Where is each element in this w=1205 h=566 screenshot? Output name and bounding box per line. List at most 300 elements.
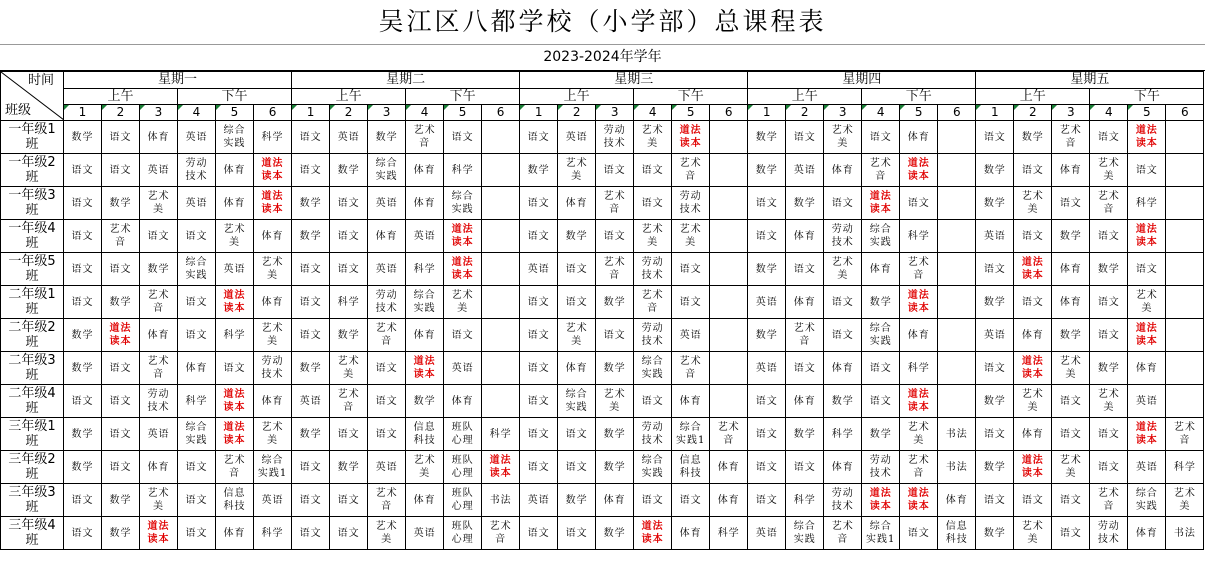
subject-cell[interactable]: 艺术 音 (786, 319, 824, 352)
subject-cell[interactable]: 语文 (1090, 286, 1128, 319)
subject-cell[interactable]: 语文 (634, 187, 672, 220)
subject-cell[interactable]: 劳动 技术 (672, 187, 710, 220)
subject-cell[interactable]: 语文 (976, 418, 1014, 451)
subject-cell[interactable]: 道法 读本 (1128, 418, 1166, 451)
subject-cell[interactable]: 语文 (64, 187, 102, 220)
subject-cell[interactable]: 体育 (254, 286, 292, 319)
subject-cell[interactable]: 数学 (976, 385, 1014, 418)
subject-cell[interactable]: 道法 读本 (1014, 451, 1052, 484)
subject-cell[interactable]: 综合 实践1 (254, 451, 292, 484)
subject-cell[interactable]: 英语 (748, 352, 786, 385)
subject-cell[interactable]: 班队 心理 (444, 517, 482, 550)
subject-cell[interactable]: 艺术 美 (596, 385, 634, 418)
subject-cell[interactable]: 艺术 美 (444, 286, 482, 319)
subject-cell[interactable]: 体育 (862, 253, 900, 286)
subject-cell[interactable]: 道法 读本 (900, 484, 938, 517)
subject-cell[interactable]: 语文 (748, 187, 786, 220)
subject-cell[interactable] (1166, 253, 1204, 286)
subject-cell[interactable]: 体育 (672, 517, 710, 550)
subject-cell[interactable]: 语文 (748, 385, 786, 418)
subject-cell[interactable]: 体育 (786, 385, 824, 418)
subject-cell[interactable]: 体育 (824, 451, 862, 484)
subject-cell[interactable]: 体育 (140, 121, 178, 154)
subject-cell[interactable]: 科学 (330, 286, 368, 319)
subject-cell[interactable]: 劳动 技术 (634, 319, 672, 352)
subject-cell[interactable]: 语文 (786, 121, 824, 154)
subject-cell[interactable]: 英语 (558, 121, 596, 154)
subject-cell[interactable]: 英语 (1128, 451, 1166, 484)
subject-cell[interactable]: 语文 (558, 451, 596, 484)
subject-cell[interactable]: 劳动 技术 (140, 385, 178, 418)
subject-cell[interactable]: 语文 (330, 220, 368, 253)
subject-cell[interactable]: 语文 (444, 121, 482, 154)
subject-cell[interactable]: 语文 (976, 484, 1014, 517)
subject-cell[interactable]: 书法 (938, 418, 976, 451)
subject-cell[interactable]: 综合 实践 (216, 121, 254, 154)
subject-cell[interactable]: 体育 (672, 385, 710, 418)
subject-cell[interactable]: 科学 (1166, 451, 1204, 484)
subject-cell[interactable]: 综合 实践 (558, 385, 596, 418)
subject-cell[interactable]: 数学 (330, 319, 368, 352)
subject-cell[interactable]: 数学 (102, 517, 140, 550)
subject-cell[interactable] (938, 385, 976, 418)
subject-cell[interactable]: 综合 实践 (178, 253, 216, 286)
subject-cell[interactable]: 艺术 美 (1052, 352, 1090, 385)
subject-cell[interactable]: 书法 (482, 484, 520, 517)
subject-cell[interactable]: 语文 (1014, 220, 1052, 253)
subject-cell[interactable]: 道法 读本 (1128, 319, 1166, 352)
subject-cell[interactable]: 道法 读本 (900, 385, 938, 418)
subject-cell[interactable]: 体育 (938, 484, 976, 517)
subject-cell[interactable]: 科学 (786, 484, 824, 517)
subject-cell[interactable]: 艺术 音 (1090, 187, 1128, 220)
subject-cell[interactable]: 英语 (368, 451, 406, 484)
subject-cell[interactable]: 英语 (748, 517, 786, 550)
subject-cell[interactable]: 艺术 音 (102, 220, 140, 253)
subject-cell[interactable] (1166, 220, 1204, 253)
subject-cell[interactable]: 书法 (1166, 517, 1204, 550)
subject-cell[interactable]: 体育 (140, 319, 178, 352)
subject-cell[interactable]: 语文 (862, 385, 900, 418)
subject-cell[interactable]: 英语 (368, 253, 406, 286)
subject-cell[interactable]: 语文 (634, 484, 672, 517)
subject-cell[interactable]: 语文 (558, 286, 596, 319)
subject-cell[interactable]: 数学 (1090, 253, 1128, 286)
subject-cell[interactable]: 道法 读本 (254, 154, 292, 187)
subject-cell[interactable]: 艺术 音 (710, 418, 748, 451)
subject-cell[interactable]: 艺术 美 (1090, 385, 1128, 418)
subject-cell[interactable]: 数学 (1052, 319, 1090, 352)
subject-cell[interactable]: 体育 (786, 220, 824, 253)
subject-cell[interactable] (938, 253, 976, 286)
subject-cell[interactable]: 数学 (862, 286, 900, 319)
subject-cell[interactable]: 艺术 美 (254, 418, 292, 451)
subject-cell[interactable] (482, 187, 520, 220)
subject-cell[interactable]: 语文 (1052, 484, 1090, 517)
subject-cell[interactable]: 英语 (178, 121, 216, 154)
subject-cell[interactable]: 艺术 音 (900, 253, 938, 286)
subject-cell[interactable]: 数学 (102, 187, 140, 220)
subject-cell[interactable]: 道法 读本 (634, 517, 672, 550)
subject-cell[interactable]: 数学 (558, 220, 596, 253)
subject-cell[interactable]: 艺术 美 (406, 451, 444, 484)
subject-cell[interactable]: 体育 (1052, 253, 1090, 286)
subject-cell[interactable]: 道法 读本 (1128, 220, 1166, 253)
subject-cell[interactable]: 数学 (520, 154, 558, 187)
subject-cell[interactable] (710, 121, 748, 154)
subject-cell[interactable]: 语文 (140, 220, 178, 253)
subject-cell[interactable]: 语文 (558, 418, 596, 451)
subject-cell[interactable]: 数学 (140, 253, 178, 286)
subject-cell[interactable]: 体育 (1128, 352, 1166, 385)
subject-cell[interactable]: 语文 (368, 385, 406, 418)
subject-cell[interactable]: 科学 (824, 418, 862, 451)
subject-cell[interactable]: 艺术 美 (1014, 187, 1052, 220)
subject-cell[interactable]: 语文 (748, 484, 786, 517)
subject-cell[interactable]: 艺术 音 (596, 253, 634, 286)
subject-cell[interactable]: 艺术 美 (140, 187, 178, 220)
subject-cell[interactable]: 语文 (64, 286, 102, 319)
subject-cell[interactable]: 语文 (292, 451, 330, 484)
subject-cell[interactable]: 数学 (292, 220, 330, 253)
subject-cell[interactable]: 艺术 音 (330, 385, 368, 418)
subject-cell[interactable]: 语文 (64, 253, 102, 286)
subject-cell[interactable]: 语文 (1052, 418, 1090, 451)
subject-cell[interactable]: 数学 (1090, 352, 1128, 385)
subject-cell[interactable]: 信息 科技 (406, 418, 444, 451)
subject-cell[interactable]: 道法 读本 (900, 286, 938, 319)
subject-cell[interactable]: 劳动 技术 (254, 352, 292, 385)
subject-cell[interactable]: 道法 读本 (1014, 352, 1052, 385)
subject-cell[interactable]: 数学 (1052, 220, 1090, 253)
subject-cell[interactable]: 数学 (64, 121, 102, 154)
subject-cell[interactable]: 数学 (64, 352, 102, 385)
subject-cell[interactable]: 体育 (140, 451, 178, 484)
subject-cell[interactable]: 语文 (520, 220, 558, 253)
subject-cell[interactable]: 语文 (520, 451, 558, 484)
subject-cell[interactable] (710, 385, 748, 418)
subject-cell[interactable]: 艺术 音 (406, 121, 444, 154)
subject-cell[interactable]: 艺术 美 (254, 319, 292, 352)
subject-cell[interactable]: 体育 (1052, 154, 1090, 187)
subject-cell[interactable]: 语文 (330, 418, 368, 451)
subject-cell[interactable]: 劳动 技术 (634, 253, 672, 286)
subject-cell[interactable]: 数学 (976, 451, 1014, 484)
subject-cell[interactable]: 语文 (102, 154, 140, 187)
subject-cell[interactable]: 综合 实践 (862, 319, 900, 352)
subject-cell[interactable]: 语文 (292, 154, 330, 187)
subject-cell[interactable]: 数学 (64, 451, 102, 484)
subject-cell[interactable]: 英语 (786, 154, 824, 187)
subject-cell[interactable]: 综合 实践 (634, 451, 672, 484)
subject-cell[interactable]: 数学 (976, 154, 1014, 187)
subject-cell[interactable] (482, 220, 520, 253)
subject-cell[interactable] (482, 286, 520, 319)
subject-cell[interactable]: 语文 (178, 451, 216, 484)
subject-cell[interactable]: 艺术 美 (1014, 517, 1052, 550)
subject-cell[interactable]: 语文 (672, 286, 710, 319)
subject-cell[interactable]: 英语 (520, 253, 558, 286)
subject-cell[interactable]: 科学 (254, 121, 292, 154)
subject-cell[interactable]: 语文 (1014, 484, 1052, 517)
subject-cell[interactable] (938, 220, 976, 253)
subject-cell[interactable]: 书法 (938, 451, 976, 484)
subject-cell[interactable]: 语文 (672, 253, 710, 286)
subject-cell[interactable]: 语文 (558, 253, 596, 286)
subject-cell[interactable]: 英语 (444, 352, 482, 385)
subject-cell[interactable]: 信息 科技 (216, 484, 254, 517)
subject-cell[interactable]: 体育 (900, 121, 938, 154)
subject-cell[interactable]: 道法 读本 (900, 154, 938, 187)
subject-cell[interactable] (1166, 121, 1204, 154)
subject-cell[interactable]: 语文 (1090, 121, 1128, 154)
subject-cell[interactable]: 语文 (596, 319, 634, 352)
subject-cell[interactable]: 语文 (1052, 187, 1090, 220)
subject-cell[interactable]: 语文 (1128, 154, 1166, 187)
subject-cell[interactable]: 艺术 音 (1090, 484, 1128, 517)
subject-cell[interactable]: 艺术 音 (1166, 418, 1204, 451)
subject-cell[interactable]: 数学 (406, 385, 444, 418)
subject-cell[interactable] (1166, 187, 1204, 220)
subject-cell[interactable]: 语文 (634, 154, 672, 187)
subject-cell[interactable]: 语文 (672, 484, 710, 517)
subject-cell[interactable]: 英语 (1128, 385, 1166, 418)
subject-cell[interactable]: 体育 (368, 220, 406, 253)
subject-cell[interactable]: 艺术 美 (634, 121, 672, 154)
subject-cell[interactable]: 艺术 美 (558, 319, 596, 352)
subject-cell[interactable]: 数学 (64, 319, 102, 352)
subject-cell[interactable]: 英语 (254, 484, 292, 517)
subject-cell[interactable]: 艺术 美 (140, 484, 178, 517)
subject-cell[interactable]: 艺术 音 (368, 319, 406, 352)
subject-cell[interactable]: 英语 (178, 187, 216, 220)
subject-cell[interactable]: 艺术 美 (634, 220, 672, 253)
subject-cell[interactable]: 语文 (1090, 319, 1128, 352)
subject-cell[interactable]: 英语 (976, 220, 1014, 253)
subject-cell[interactable]: 英语 (140, 154, 178, 187)
subject-cell[interactable]: 英语 (406, 220, 444, 253)
subject-cell[interactable]: 语文 (976, 121, 1014, 154)
subject-cell[interactable]: 数学 (976, 286, 1014, 319)
subject-cell[interactable]: 道法 读本 (1014, 253, 1052, 286)
subject-cell[interactable]: 英语 (520, 484, 558, 517)
subject-cell[interactable]: 语文 (64, 220, 102, 253)
subject-cell[interactable] (710, 253, 748, 286)
subject-cell[interactable]: 科学 (710, 517, 748, 550)
subject-cell[interactable] (1166, 154, 1204, 187)
subject-cell[interactable]: 语文 (368, 418, 406, 451)
subject-cell[interactable]: 语文 (102, 385, 140, 418)
subject-cell[interactable]: 语文 (292, 484, 330, 517)
subject-cell[interactable]: 道法 读本 (102, 319, 140, 352)
subject-cell[interactable]: 信息 科技 (938, 517, 976, 550)
subject-cell[interactable]: 数学 (976, 517, 1014, 550)
subject-cell[interactable]: 英语 (748, 286, 786, 319)
subject-cell[interactable]: 劳动 技术 (862, 451, 900, 484)
subject-cell[interactable]: 劳动 技术 (368, 286, 406, 319)
subject-cell[interactable]: 数学 (786, 418, 824, 451)
subject-cell[interactable]: 数学 (330, 154, 368, 187)
subject-cell[interactable]: 艺术 音 (672, 352, 710, 385)
subject-cell[interactable] (710, 286, 748, 319)
subject-cell[interactable]: 语文 (976, 253, 1014, 286)
subject-cell[interactable]: 语文 (520, 286, 558, 319)
subject-cell[interactable] (482, 253, 520, 286)
subject-cell[interactable]: 科学 (178, 385, 216, 418)
subject-cell[interactable]: 英语 (216, 253, 254, 286)
subject-cell[interactable]: 道法 读本 (482, 451, 520, 484)
subject-cell[interactable]: 道法 读本 (254, 187, 292, 220)
subject-cell[interactable]: 语文 (178, 220, 216, 253)
subject-cell[interactable] (938, 286, 976, 319)
subject-cell[interactable]: 体育 (444, 385, 482, 418)
subject-cell[interactable]: 语文 (330, 187, 368, 220)
subject-cell[interactable]: 数学 (292, 187, 330, 220)
subject-cell[interactable]: 体育 (216, 187, 254, 220)
subject-cell[interactable]: 科学 (1128, 187, 1166, 220)
subject-cell[interactable]: 体育 (254, 385, 292, 418)
subject-cell[interactable]: 艺术 音 (140, 352, 178, 385)
subject-cell[interactable]: 体育 (558, 352, 596, 385)
subject-cell[interactable]: 语文 (102, 121, 140, 154)
subject-cell[interactable] (938, 352, 976, 385)
subject-cell[interactable]: 艺术 美 (1166, 484, 1204, 517)
subject-cell[interactable]: 语文 (1014, 154, 1052, 187)
subject-cell[interactable]: 数学 (64, 418, 102, 451)
subject-cell[interactable]: 语文 (786, 253, 824, 286)
subject-cell[interactable]: 数学 (596, 451, 634, 484)
subject-cell[interactable]: 体育 (1014, 418, 1052, 451)
subject-cell[interactable]: 语文 (1052, 385, 1090, 418)
subject-cell[interactable]: 语文 (748, 220, 786, 253)
subject-cell[interactable]: 语文 (824, 319, 862, 352)
subject-cell[interactable]: 艺术 美 (216, 220, 254, 253)
subject-cell[interactable]: 数学 (292, 352, 330, 385)
subject-cell[interactable]: 道法 读本 (216, 286, 254, 319)
subject-cell[interactable]: 艺术 音 (216, 451, 254, 484)
subject-cell[interactable]: 语文 (102, 352, 140, 385)
subject-cell[interactable]: 语文 (1090, 220, 1128, 253)
subject-cell[interactable]: 道法 读本 (444, 253, 482, 286)
subject-cell[interactable]: 体育 (406, 484, 444, 517)
subject-cell[interactable]: 数学 (102, 286, 140, 319)
subject-cell[interactable]: 语文 (178, 484, 216, 517)
subject-cell[interactable]: 道法 读本 (1128, 121, 1166, 154)
subject-cell[interactable]: 语文 (558, 517, 596, 550)
subject-cell[interactable]: 科学 (900, 352, 938, 385)
subject-cell[interactable] (938, 121, 976, 154)
subject-cell[interactable]: 英语 (140, 418, 178, 451)
subject-cell[interactable]: 科学 (406, 253, 444, 286)
subject-cell[interactable]: 英语 (330, 121, 368, 154)
subject-cell[interactable]: 艺术 美 (368, 517, 406, 550)
subject-cell[interactable]: 班队 心理 (444, 451, 482, 484)
subject-cell[interactable]: 语文 (520, 385, 558, 418)
subject-cell[interactable]: 语文 (748, 418, 786, 451)
subject-cell[interactable]: 语文 (520, 187, 558, 220)
subject-cell[interactable]: 科学 (444, 154, 482, 187)
subject-cell[interactable]: 语文 (64, 385, 102, 418)
subject-cell[interactable] (1166, 352, 1204, 385)
subject-cell[interactable]: 综合 实践 (178, 418, 216, 451)
subject-cell[interactable]: 数学 (748, 154, 786, 187)
subject-cell[interactable]: 语文 (1128, 253, 1166, 286)
subject-cell[interactable]: 体育 (1128, 517, 1166, 550)
subject-cell[interactable]: 数学 (330, 451, 368, 484)
subject-cell[interactable]: 语文 (520, 319, 558, 352)
subject-cell[interactable]: 艺术 音 (634, 286, 672, 319)
subject-cell[interactable]: 语文 (900, 517, 938, 550)
subject-cell[interactable]: 道法 读本 (406, 352, 444, 385)
subject-cell[interactable]: 综合 实践 (634, 352, 672, 385)
subject-cell[interactable]: 语文 (64, 154, 102, 187)
subject-cell[interactable]: 体育 (900, 319, 938, 352)
subject-cell[interactable]: 语文 (64, 517, 102, 550)
subject-cell[interactable]: 艺术 美 (254, 253, 292, 286)
subject-cell[interactable]: 英语 (672, 319, 710, 352)
subject-cell[interactable]: 数学 (596, 517, 634, 550)
subject-cell[interactable]: 体育 (178, 352, 216, 385)
subject-cell[interactable]: 艺术 美 (330, 352, 368, 385)
subject-cell[interactable]: 语文 (330, 517, 368, 550)
subject-cell[interactable]: 语文 (824, 187, 862, 220)
subject-cell[interactable]: 语文 (178, 517, 216, 550)
subject-cell[interactable] (938, 154, 976, 187)
subject-cell[interactable]: 语文 (178, 319, 216, 352)
subject-cell[interactable]: 语文 (330, 484, 368, 517)
subject-cell[interactable]: 语文 (786, 451, 824, 484)
subject-cell[interactable] (710, 154, 748, 187)
subject-cell[interactable]: 数学 (748, 121, 786, 154)
subject-cell[interactable]: 数学 (558, 484, 596, 517)
subject-cell[interactable]: 语文 (292, 121, 330, 154)
subject-cell[interactable]: 道法 读本 (672, 121, 710, 154)
subject-cell[interactable]: 劳动 技术 (178, 154, 216, 187)
subject-cell[interactable]: 综合 实践1 (862, 517, 900, 550)
subject-cell[interactable]: 数学 (368, 121, 406, 154)
subject-cell[interactable]: 综合 实践 (862, 220, 900, 253)
subject-cell[interactable]: 数学 (292, 418, 330, 451)
subject-cell[interactable]: 语文 (102, 451, 140, 484)
subject-cell[interactable]: 数学 (748, 319, 786, 352)
subject-cell[interactable]: 体育 (254, 220, 292, 253)
subject-cell[interactable]: 科学 (482, 418, 520, 451)
subject-cell[interactable]: 数学 (102, 484, 140, 517)
subject-cell[interactable]: 道法 读本 (862, 187, 900, 220)
subject-cell[interactable]: 艺术 美 (558, 154, 596, 187)
subject-cell[interactable]: 科学 (216, 319, 254, 352)
subject-cell[interactable]: 语文 (1014, 286, 1052, 319)
subject-cell[interactable] (482, 352, 520, 385)
subject-cell[interactable] (482, 319, 520, 352)
subject-cell[interactable]: 艺术 音 (862, 154, 900, 187)
subject-cell[interactable]: 体育 (216, 154, 254, 187)
subject-cell[interactable] (938, 187, 976, 220)
subject-cell[interactable]: 体育 (1052, 286, 1090, 319)
subject-cell[interactable]: 语文 (64, 484, 102, 517)
subject-cell[interactable]: 英语 (368, 187, 406, 220)
subject-cell[interactable]: 体育 (710, 484, 748, 517)
subject-cell[interactable]: 语文 (216, 352, 254, 385)
subject-cell[interactable]: 语文 (748, 451, 786, 484)
subject-cell[interactable]: 语文 (786, 352, 824, 385)
subject-cell[interactable]: 艺术 音 (824, 517, 862, 550)
subject-cell[interactable] (710, 352, 748, 385)
subject-cell[interactable]: 艺术 美 (1090, 154, 1128, 187)
subject-cell[interactable]: 科学 (254, 517, 292, 550)
subject-cell[interactable]: 艺术 美 (1128, 286, 1166, 319)
subject-cell[interactable]: 道法 读本 (862, 484, 900, 517)
